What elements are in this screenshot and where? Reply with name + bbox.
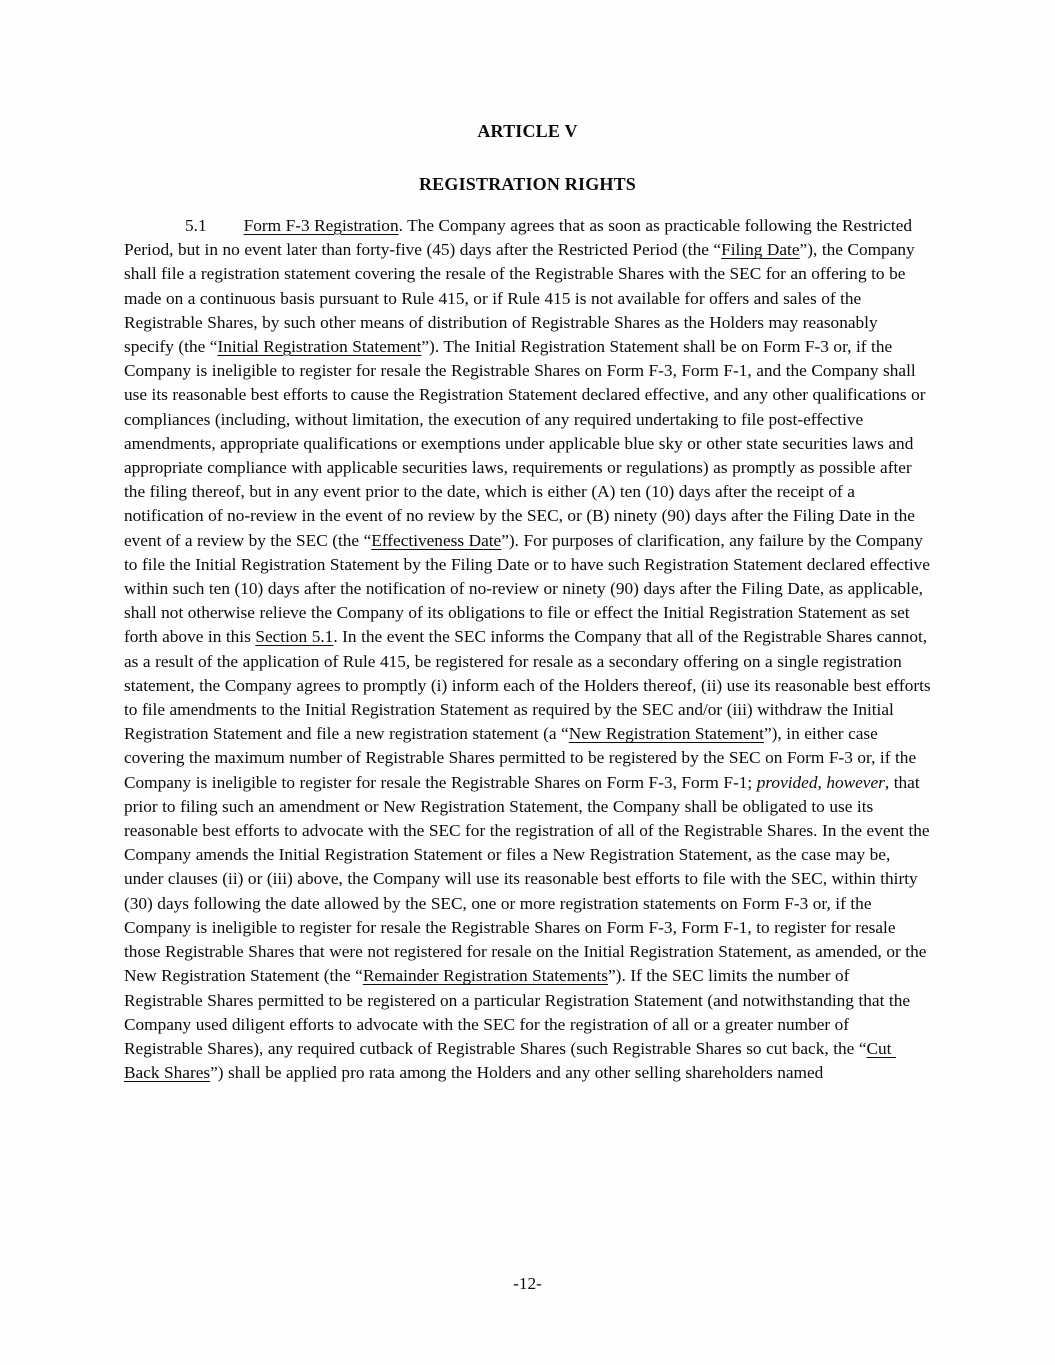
section-heading: REGISTRATION RIGHTS <box>418 174 637 194</box>
defined-term-effectiveness-date: Effectiveness Date <box>371 530 502 550</box>
proviso-phrase: provided, however <box>756 772 885 792</box>
text-run: ”), in either case covering the maximum number of Registrable Shares permitted to be registered by the SEC on Form F-3 or, if the Company is ineligible to register for resale the Registrable Shares on Form F-3, Form F-1; <box>124 724 921 792</box>
defined-term-filing-date: Filing Date <box>721 240 800 260</box>
article-heading: ARTICLE V <box>477 121 578 141</box>
text-run: ”). The Initial Registration Statement shall be on Form F-3 or, if the Company is ineligible to register for resale the Registrable Shares on Form F-3, Form F-1, and the Company shall use its reasonable best efforts to cause the Registration Statement declared effective, and any other qualifications or compliances (including, without limitation, the execution of any required undertaking to file post-effective amendments, appropriate qualifications or exemptions under applicable blue sky or other state securities laws and appropriate compliance with applicable securities laws, requirements or regulations) as promptly as possible after the filing thereof, but in any event prior to the date, which is either (A) ten (10) days after the receipt of a notification of no-review in the event of no review by the SEC, or (B) ninety (90) days after the Filing Date in the event of a review by the SEC (the “ <box>124 337 931 550</box>
text-run: ”) shall be applied pro rata among the Holders and any other selling shareholders named <box>210 1063 824 1083</box>
text-run: ”). If the SEC limits the number of Registrable Shares permitted to be registered on a particular Registration Statement (and notwithstanding that the Company used diligent efforts to advocate with the SEC for the registration of all or a greater number of Registrable Shares), any required cutback of Registrable Shares (such Registrable Shares so cut back, the “ <box>124 966 915 1058</box>
defined-term-cut-back-shares: Cut Back Shares <box>124 1038 896 1083</box>
section-number: 5.1 <box>185 216 207 235</box>
defined-term-initial-registration-statement: Initial Registration Statement <box>217 337 422 357</box>
defined-term-form-f3-registration: Form F-3 Registration <box>243 216 399 235</box>
page-number: -12- <box>513 1274 542 1293</box>
text-run: . The Company agrees that as soon as practicable following the Restricted Period, but in no event later than forty-five (45) days after the Restricted Period (the “ <box>124 216 917 260</box>
page-content <box>124 0 936 1085</box>
defined-term-new-registration-statement: New Registration Statement <box>568 724 764 744</box>
text-run: . In the event the SEC informs the Company that all of the Registrable Shares cannot, as a result of the application of Rule 415, be registered for resale as a secondary offering on a single registration statement, the Company agrees to promptly (i) inform each of the Holders thereof, (ii) use its reasonable best efforts to file amendments to the Initial Registration Statement as required by the SEC and/or (iii) withdraw the Initial Registration Statement and file a new registration statement (a “ <box>124 627 936 744</box>
text-run: ”), the Company shall file a registration statement covering the resale of the Registrable Shares with the SEC for an offering to be made on a continuous basis pursuant to Rule 415, or if Rule 415 is not available for offers and sales of the Registrable Shares, by such other means of distribution of Registrable Shares as the Holders may reasonably specify (the “ <box>124 240 920 357</box>
body-paragraph <box>124 214 936 1085</box>
defined-term-remainder-registration-statements: Remainder Registration Statements <box>362 966 609 986</box>
text-run: ”). For purposes of clarification, any failure by the Company to file the Initial Registration Statement by the Filing Date or to have such Registration Statement declared effective within such ten (10) days after the notification of no-review or ninety (90) days after the Filing Date, as applicable, shall not otherwise relieve the Company of its obligations to file or effect the Initial Registration Statement as set forth above in this <box>124 530 935 647</box>
text-run: , that prior to filing such an amendment or New Registration Statement, the Company shall be obligated to use its reasonable best efforts to advocate with the SEC for the registration of all of the Registrable Shares. In the event the Company amends the Initial Registration Statement or files a New Registration Statement, as the case may be, under clauses (ii) or (iii) above, the Company will use its reasonable best efforts to file with the SEC, within thirty (30) days following the date allowed by the SEC, one or more registration statements on Form F-3 or, if the Company is ineligible to register for resale the Registrable Shares on Form F-3, Form F-1, to register for resale those Registrable Shares that were not registered for resale on the Initial Registration Statement, as amended, or the New Registration Statement (the “ <box>124 772 935 986</box>
section-reference: Section 5.1 <box>255 627 334 647</box>
